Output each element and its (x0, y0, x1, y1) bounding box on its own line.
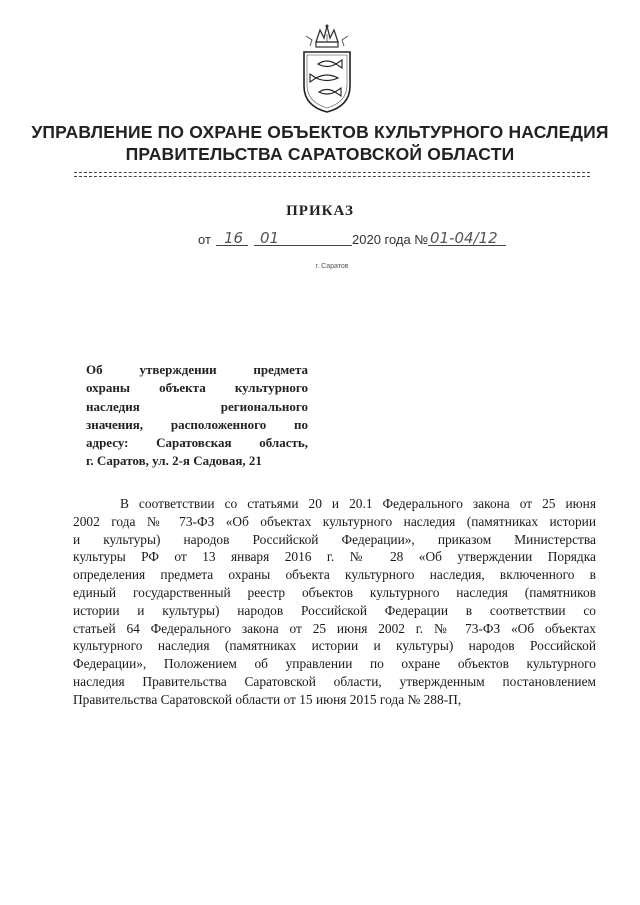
date-prefix: от (198, 232, 211, 247)
body-line: истории и культуры) народов Российской Федерации в соответствии со (73, 602, 596, 618)
order-body-paragraph (73, 495, 596, 709)
document-title: ПРИКАЗ (286, 203, 354, 219)
subject-line: наследия регионального (86, 398, 308, 414)
order-day: 16 (224, 229, 244, 247)
body-line: наследия Правительства Саратовской области, утвержденным постановлением (73, 673, 596, 689)
subject-line: значения, расположенного по (86, 416, 308, 432)
header-divider-top (74, 172, 590, 173)
body-line: и культуры) народов Российской Федерации», приказом Министерства (73, 531, 596, 547)
order-month: 01 (260, 229, 280, 247)
body-line: единый государственный реестр объектов культурного наследия (памятников (73, 584, 596, 600)
subject-line: охраны объекта культурного (86, 380, 308, 396)
body-line: статьей 64 Федерального закона от 25 июня 2002 г. № 73-ФЗ «Об объектах (73, 620, 596, 636)
subject-line: адресу: Саратовская область, (86, 435, 308, 451)
year-text: 2020 года № (352, 232, 429, 247)
body-line: 2002 года № 73-ФЗ «Об объектах культурного наследия (памятниках истории (73, 513, 596, 529)
order-subject (86, 361, 308, 471)
header-divider-bottom (74, 176, 590, 177)
body-line: культуры РФ от 13 января 2016 г. № 28 «Об утверждении Порядка (73, 549, 596, 565)
issue-city: г. Саратов (315, 263, 349, 270)
subject-line: г. Саратов, ул. 2-я Садовая, 21 (86, 453, 262, 469)
body-line: В соответствии со статьями 20 и 20.1 Федерального закона от 25 июня (120, 496, 596, 511)
organization-name-line-2: ПРАВИТЕЛЬСТВА САРАТОВСКОЙ ОБЛАСТИ (125, 144, 515, 164)
order-number: 01-04/12 (430, 229, 498, 247)
organization-name-line-1: УПРАВЛЕНИЕ ПО ОХРАНЕ ОБЪЕКТОВ КУЛЬТУРНОГО НАСЛЕДИЯ (31, 122, 609, 142)
body-line: Федерации», Положением об управлении по охране объектов культурного (73, 656, 596, 672)
body-line: определения предмета охраны объекта культурного наследия, включенного в (73, 567, 596, 583)
body-line: Правительства Саратовской области от 15 июня 2015 года № 288-П, (73, 691, 462, 707)
subject-line: Об утверждении предмета (86, 362, 308, 377)
body-line: культурного наследия (памятниках истории и культуры) народов Российской (73, 638, 596, 654)
coat-of-arms-icon (296, 22, 358, 114)
